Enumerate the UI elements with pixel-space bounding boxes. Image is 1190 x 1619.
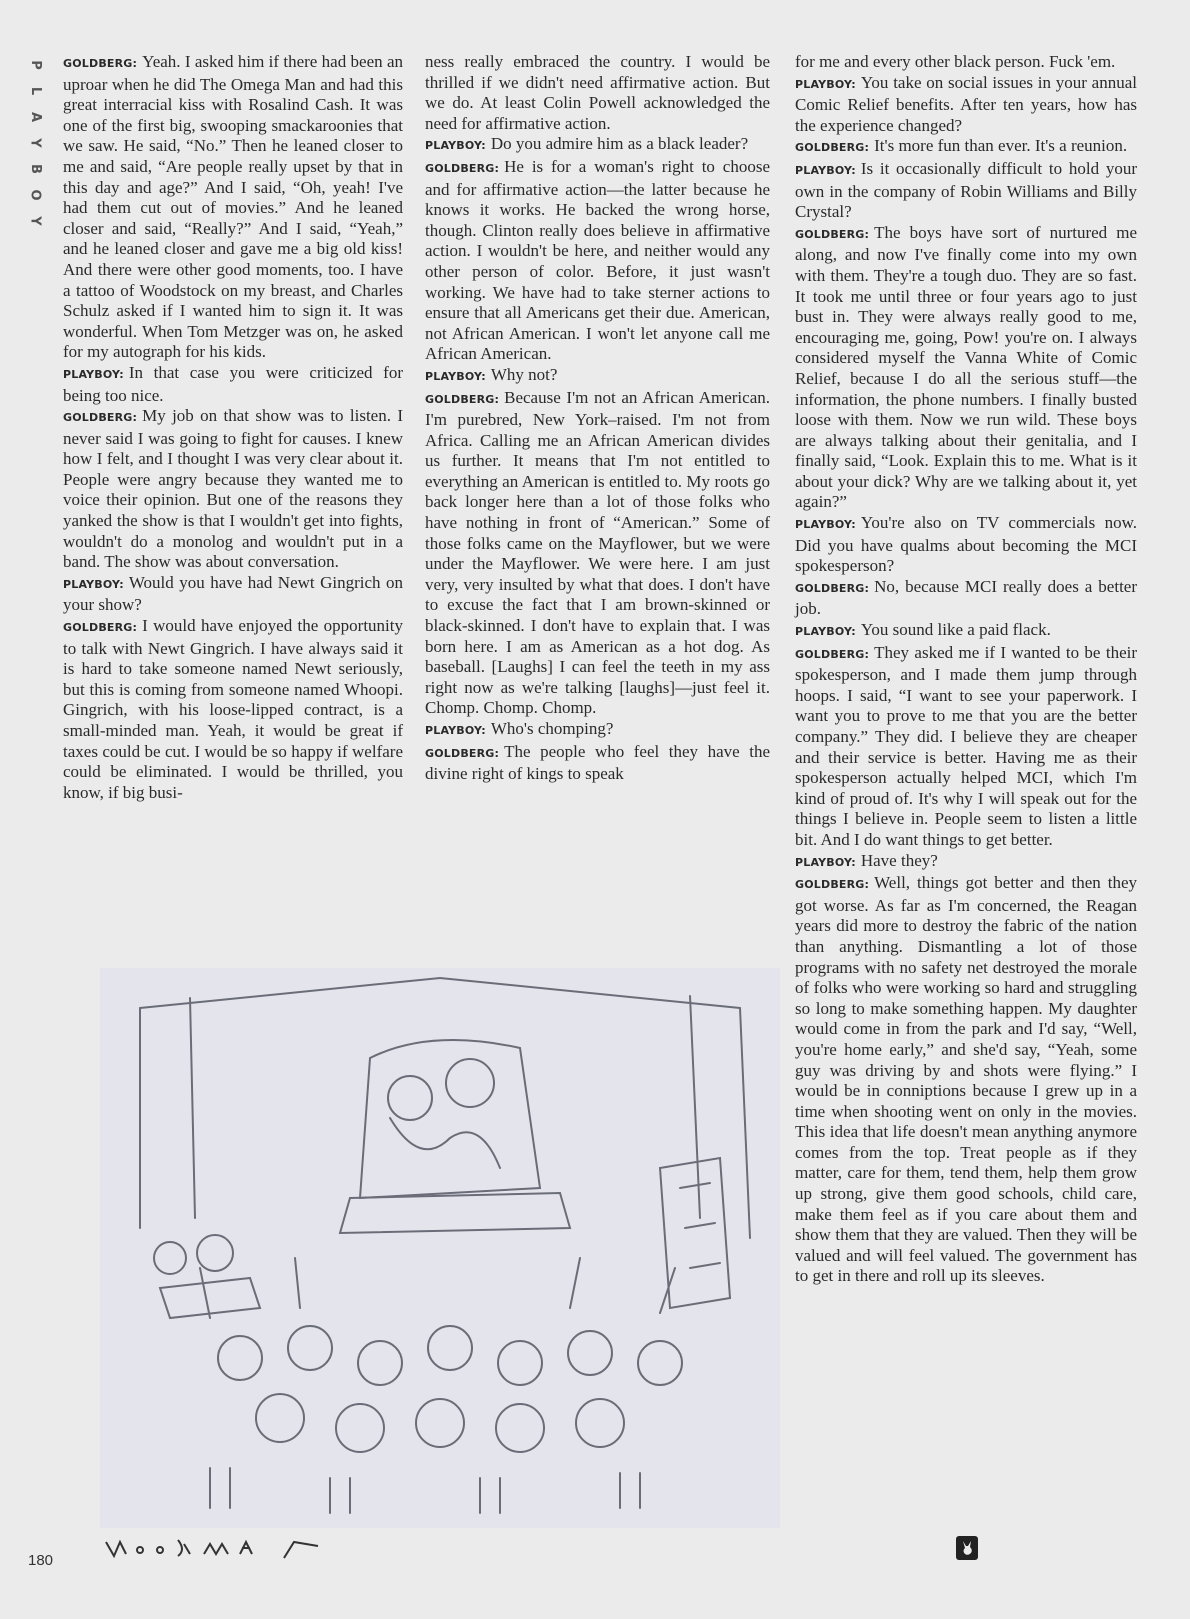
interview-paragraph [63, 52, 403, 363]
artist-signature [104, 1530, 324, 1570]
speaker-label: GOLDBERG: [795, 647, 870, 661]
text-column-3 [795, 52, 1137, 1287]
speaker-label: GOLDBERG: [795, 581, 870, 595]
interview-paragraph [425, 742, 770, 785]
cartoon-sketch [100, 968, 780, 1528]
speaker-label: PLAYBOY: [63, 367, 124, 381]
page-number: 180 [28, 1552, 54, 1569]
paragraph-text: Well, things got better and then they got worse. As far as I'm concerned, the Reagan years did more to destroy the fabric of the nation than anything. Dismantling a lot of those programs with no safety net destroyed the morale of folks who were working so hard and struggling so long to make something happen. My daughter would come in from the park and I'd say, “Well, you're home early,” and she'd say, “Yeah, some guy was driving by and shots were flying.” I would be in conniptions because I grew up in a time when shooting went on only in the movies. This idea that life doesn't mean anything anymore comes from the top. Treat people as if they matter, care for them, tend them, help them grow up strong, give them good schools, child care, make them feel as if you care about them and show them that they are valued. Then they will be valued and will feel valued. The government has to get in there and roll up its sleeves. [795, 873, 1137, 1286]
interview-paragraph [795, 223, 1137, 513]
paragraph-text: Have they? [860, 850, 938, 870]
speaker-label: GOLDBERG: [425, 746, 500, 760]
paragraph-text: You take on social issues in your annual Comic Relief benefits. After ten years, how has the experience changed? [795, 72, 1137, 135]
paragraph-text: Why not? [490, 364, 558, 384]
interview-paragraph [795, 513, 1137, 577]
speaker-label: GOLDBERG: [63, 411, 138, 425]
interview-paragraph [63, 573, 403, 616]
speaker-label: GOLDBERG: [425, 161, 500, 175]
speaker-label: PLAYBOY: [795, 625, 856, 639]
interview-paragraph [63, 616, 403, 803]
interview-paragraph [795, 620, 1137, 643]
speaker-label: PLAYBOY: [795, 77, 856, 91]
interview-paragraph [795, 136, 1137, 159]
speaker-label: PLAYBOY: [795, 163, 856, 177]
interview-paragraph [425, 52, 770, 134]
speaker-label: GOLDBERG: [795, 227, 870, 241]
paragraph-text: Is it occasionally difficult to hold your own in the company of Robin Williams and Billy Crystal? [795, 158, 1137, 222]
speaker-label: PLAYBOY: [63, 577, 124, 591]
paragraph-text: Because I'm not an African American. I'm purebred, New York–raised. I'm not from Africa. Calling me an African American divides us further. It means that I'm not entitled to everything an American is entitled to. My roots go back longer here than a lot of those folks who have nothing in front of “American.” Some of those folks came on the Mayflower, but we were under the Mayflower. We were here. I am just very, very insulted by what that does. I don't have to excuse the fact that I am brown-skinned or black-skinned. I don't have to explain that. I was born here. I am as American as a hot dog. As baseball. [Laughs] I can feel the teeth in my ass right now as we're talking [laughs]—just feel it. Chomp. Chomp. Chomp. [425, 387, 770, 718]
speaker-label: GOLDBERG: [795, 141, 870, 155]
vertical-title-letter: O [28, 189, 43, 201]
interview-paragraph [425, 157, 770, 365]
interview-paragraph [63, 406, 403, 573]
paragraph-text: No, because MCI really does a better job. [795, 576, 1137, 619]
speaker-label: GOLDBERG: [795, 878, 870, 892]
interview-paragraph [795, 73, 1137, 137]
text-column-1 [63, 52, 403, 803]
paragraph-text: You sound like a paid flack. [860, 620, 1051, 640]
vertical-title-letter: P [28, 60, 43, 70]
vertical-title-letter: Y [27, 216, 43, 226]
paragraph-text: He is for a woman's right to choose and for affirmative action—the latter because he knows it works. He backed the wrong horse, though. Clinton really does believe in affirmative action. I wouldn't be here, and neither would any other person of color. Before, it just wasn't working. We have had to take sterner actions to ensure that all Americans get their due. American, not African American. I won't let anyone call me African American. [425, 156, 770, 364]
vertical-title-letter: L [27, 86, 43, 96]
paragraph-text: ness really embraced the country. I would be thrilled if we didn't need affirmative action. But we do. At least Colin Powell acknowledged the need for affirmative action. [425, 52, 770, 133]
interview-paragraph [795, 52, 1137, 73]
interview-paragraph [63, 363, 403, 406]
vertical-title-letter: A [28, 111, 43, 123]
interview-paragraph [425, 134, 770, 157]
paragraph-text: In that case you were criticized for being too nice. [63, 362, 403, 405]
paragraph-text: My job on that show was to listen. I never said I was going to fight for causes. I knew how I felt, and I thought I was very clear about it. People were angry because they wanted me to voice their opinion. But one of the reasons they yanked the show is that I wouldn't get into fights, wouldn't do a monolog and wouldn't put in a band. The show was about conversation. [63, 406, 403, 572]
interview-paragraph [425, 388, 770, 720]
paragraph-text: They asked me if I wanted to be their spokesperson, and I made them jump through hoops. I said, “I want to see your paperwork. I want you to prove to me that you are the better company.” They did. I believe they are cheaper and their service is better. Having me as their spokesperson actually helped MCI, which I'm kind of proud of. It's why I will speak out for the things I believe in. People seem to listen a little bit. And I do want things to get better. [795, 642, 1137, 849]
speaker-label: PLAYBOY: [795, 518, 856, 532]
paragraph-text: It's more fun than ever. It's a reunion. [874, 136, 1128, 156]
paragraph-text: Would you have had Newt Gingrich on your show? [63, 572, 403, 615]
paragraph-text: Who's chomping? [490, 719, 614, 738]
speaker-label: GOLDBERG: [63, 621, 138, 635]
speaker-label: GOLDBERG: [425, 392, 500, 406]
interview-paragraph [795, 577, 1137, 620]
speaker-label: PLAYBOY: [425, 724, 486, 737]
interview-paragraph [795, 643, 1137, 851]
vertical-magazine-title [22, 52, 48, 234]
interview-paragraph [795, 873, 1137, 1287]
paragraph-text: Do you admire him as a black leader? [490, 134, 749, 154]
vertical-title-letter: B [27, 164, 43, 174]
interview-paragraph [425, 365, 770, 388]
paragraph-text: I would have enjoyed the opportunity to talk with Newt Gingrich. I have always said it is hard to take someone named Newt seriously, but this is coming from someone named Whoopi. Gingrich, with his loose-lipped contract, is a small-minded man. Yeah, it would be great if taxes could be cut. I would be so happy if welfare could be eliminated. I would be thrilled, you know, if big busi- [63, 616, 403, 802]
speaker-label: PLAYBOY: [795, 855, 856, 869]
paragraph-text: The people who feel they have the divine right of kings to speak [425, 741, 770, 784]
text-column-2 [425, 52, 770, 785]
speaker-label: PLAYBOY: [425, 369, 486, 383]
interview-paragraph [795, 159, 1137, 223]
paragraph-text: for me and every other black person. Fuck 'em. [795, 52, 1116, 71]
paragraph-text: The boys have sort of nurtured me along, and now I've finally come into my own with them. They're a tough duo. They are so fast. It took me until three or four years ago to just bust in. They were always really good to me, encouraging me, going, Pow! you're on. I always considered myself the Vanna White of Comic Relief, because I do all the serious stuff—the information, the phone numbers. I finally busted loose with them. Now we run wild. These boys are always talking about their genitalia, and I finally said, “Look. Explain this to me. What is it about your dick? Why are we talking about it, yet again?” [795, 222, 1137, 512]
interview-paragraph [425, 719, 770, 742]
interview-paragraph [795, 851, 1137, 874]
paragraph-text: You're also on TV commercials now. Did you have qualms about becoming the MCI spokesperson? [795, 513, 1137, 576]
speaker-label: PLAYBOY: [425, 139, 486, 153]
cartoon-illustration [100, 968, 780, 1528]
rabbit-head-icon [956, 1536, 978, 1560]
speaker-label: GOLDBERG: [63, 57, 138, 70]
vertical-title-letter: Y [27, 138, 43, 148]
paragraph-text: Yeah. I asked him if there had been an uproar when he did The Omega Man and had this great interracial kiss with Rosalind Cash. It was one of the first big, swooping smackaroonies that we saw. He said, “No.” Then he leaned closer to me and said, “Are people really upset by that in this day and age?” And I said, “Oh, yeah! I've had them cut out of movies.” And he leaned closer and said, “Really?” And I said, “Yeah,” and he leaned closer and gave me a big old kiss! And there were other good moments, too. I have a tattoo of Woodstock on my breast, and Charles Schulz asked if I wanted him to sign it. It was wonderful. When Tom Metzger was on, he asked for my autograph for his kids. [63, 52, 403, 362]
